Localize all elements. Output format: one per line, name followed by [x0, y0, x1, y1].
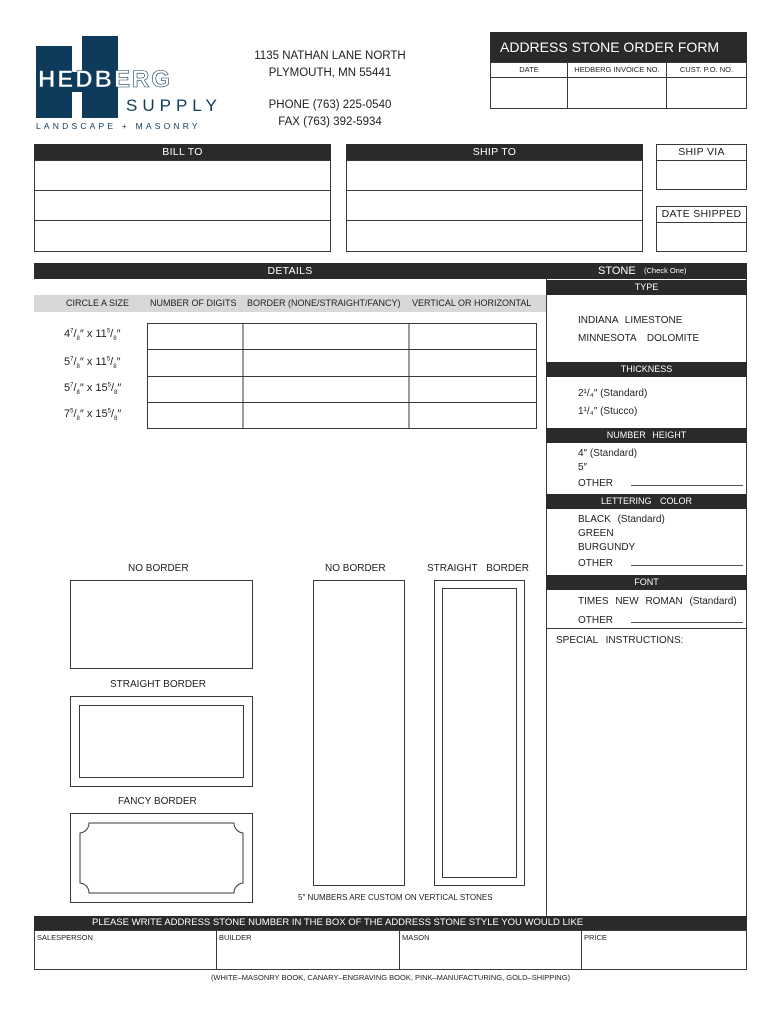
header-fields — [490, 62, 747, 109]
size-num: 5 — [70, 408, 74, 415]
lettering-color-header: LETTERING COLOR — [546, 494, 747, 509]
size-end: ″ — [117, 408, 122, 420]
font-header: FONT — [546, 575, 747, 590]
fancy-border-inner — [71, 814, 252, 902]
size-option-2[interactable]: $5^7/_8''$ x $11^5/_8''$ — [64, 356, 121, 371]
size-end: ″ — [116, 328, 121, 340]
bill-to-line-2[interactable] — [34, 190, 331, 221]
horizontal-fancy-border-box[interactable] — [70, 813, 253, 903]
details-grid-lines — [147, 323, 537, 429]
invoice-header: HEDBERG INVOICE NO. — [568, 63, 666, 78]
font-other[interactable] — [578, 613, 743, 626]
size-option-1[interactable]: $4^7/_8''$ x $11^5/_8''$ — [64, 328, 121, 343]
size-num2: 5 — [107, 408, 111, 415]
height-5[interactable]: 5″ — [578, 462, 588, 473]
font-times-new-roman[interactable]: TIMES NEW ROMAN (Standard) — [578, 596, 737, 607]
address-line-1: 1135 NATHAN LANE NORTH — [254, 50, 406, 62]
thickness-stucco[interactable]: 1¹/₄″ (Stucco) — [578, 406, 638, 417]
size-den: 8 — [76, 364, 80, 371]
size-end: ″ — [116, 356, 121, 368]
thickness-standard[interactable]: 2¹/₄″ (Standard) — [578, 388, 648, 399]
ship-to-header: SHIP TO — [346, 144, 643, 160]
number-height-header: NUMBER HEIGHT — [546, 428, 747, 443]
fax-number: FAX (763) 392-5934 — [278, 116, 382, 128]
special-instructions-field[interactable] — [548, 650, 745, 914]
size-rest: ″ x 15 — [79, 408, 108, 420]
ship-to-line-3[interactable] — [346, 220, 643, 252]
size-num2: 5 — [107, 382, 111, 389]
color-other-line[interactable] — [631, 556, 743, 566]
custom-numbers-note: 5″ NUMBERS ARE CUSTOM ON VERTICAL STONES — [298, 893, 493, 902]
copy-distribution-note: (WHITE–MASONRY BOOK, CANARY–ENGRAVING BOOK, PINK–MANUFACTURING, GOLD–SHIPPING) — [210, 973, 571, 982]
size-rest: ″ x 15 — [79, 382, 108, 394]
size-whole: 5 — [64, 382, 71, 394]
size-whole: 4 — [64, 328, 71, 340]
size-den2: 8 — [114, 416, 118, 423]
details-col-digits: NUMBER OF DIGITS — [150, 298, 237, 308]
vertical-straight-border-box[interactable] — [434, 580, 525, 886]
vertical-straight-border-label: STRAIGHT BORDER — [427, 563, 529, 574]
ship-via-label: SHIP VIA — [657, 145, 746, 161]
height-other[interactable] — [578, 476, 743, 489]
size-den2: 8 — [113, 364, 117, 371]
date-shipped-field[interactable] — [656, 206, 747, 252]
footer-instruction: PLEASE WRITE ADDRESS STONE NUMBER IN THE BOX OF THE ADDRESS STONE STYLE YOU WOULD LIKE — [92, 917, 584, 928]
company-name-overlay — [36, 66, 204, 90]
form-title: ADDRESS STONE ORDER FORM — [500, 39, 720, 55]
horizontal-fancy-border-label: FANCY BORDER — [118, 796, 197, 807]
salesperson-label: SALESPERSON — [37, 933, 93, 942]
stone-header — [546, 263, 747, 279]
color-green[interactable]: GREEN — [578, 528, 614, 539]
bill-to-line-3[interactable] — [34, 220, 331, 252]
date-field[interactable] — [491, 63, 568, 108]
height-other-line[interactable] — [631, 476, 743, 486]
color-black[interactable]: BLACK (Standard) — [578, 514, 665, 525]
horizontal-straight-border-label: STRAIGHT BORDER — [110, 679, 206, 690]
ship-via-field[interactable] — [656, 144, 747, 190]
height-4-standard[interactable]: 4″ (Standard) — [578, 448, 638, 459]
special-instructions-divider — [546, 628, 747, 629]
bill-to-line-1[interactable] — [34, 160, 331, 191]
size-num: 7 — [70, 328, 74, 335]
company-name: HEDBERG — [38, 66, 173, 93]
vertical-straight-border-inner — [442, 588, 517, 878]
date-shipped-label: DATE SHIPPED — [657, 207, 746, 223]
vertical-no-border-label: NO BORDER — [325, 563, 386, 574]
type-header: TYPE — [546, 280, 747, 295]
company-tagline: LANDSCAPE + MASONRY — [36, 121, 201, 131]
company-address — [240, 48, 420, 131]
price-field[interactable] — [582, 931, 746, 969]
size-den: 8 — [76, 336, 80, 343]
font-other-line[interactable] — [631, 613, 743, 623]
stone-check-one: (Check One) — [644, 266, 687, 275]
size-option-3[interactable]: $5^7/_8''$ x $15^5/_8''$ — [64, 382, 122, 397]
size-num: 7 — [70, 382, 74, 389]
mason-field[interactable] — [400, 931, 582, 969]
size-rest: ″ x 11 — [79, 328, 107, 340]
color-other[interactable] — [578, 556, 743, 569]
details-grid — [147, 323, 537, 429]
details-header: DETAILS — [34, 263, 546, 279]
size-whole: 5 — [64, 356, 71, 368]
details-col-border: BORDER (NONE/STRAIGHT/FANCY) — [247, 298, 401, 308]
horizontal-straight-border-box[interactable] — [70, 696, 253, 787]
color-other-label: OTHER — [578, 558, 613, 569]
size-rest: ″ x 11 — [79, 356, 107, 368]
horizontal-no-border-box[interactable] — [70, 580, 253, 669]
phone-number: PHONE (763) 225-0540 — [268, 99, 392, 111]
bill-to-header: BILL TO — [34, 144, 331, 160]
footer-instruction-bar — [34, 916, 747, 930]
builder-label: BUILDER — [219, 933, 252, 942]
size-den: 8 — [76, 416, 80, 423]
size-whole: 7 — [64, 408, 71, 420]
font-other-label: OTHER — [578, 615, 613, 626]
details-col-orientation: VERTICAL OR HORIZONTAL — [412, 298, 532, 308]
po-number-field[interactable] — [667, 63, 746, 108]
vertical-no-border-box[interactable] — [313, 580, 405, 886]
ship-to-line-2[interactable] — [346, 190, 643, 221]
size-den2: 8 — [114, 390, 118, 397]
type-minnesota-dolomite[interactable]: MINNESOTA DOLOMITE — [578, 333, 700, 344]
builder-field[interactable] — [217, 931, 400, 969]
details-col-size: CIRCLE A SIZE — [66, 298, 130, 308]
horizontal-no-border-label: NO BORDER — [128, 563, 189, 574]
salesperson-field[interactable] — [35, 931, 217, 969]
size-den2: 8 — [113, 336, 117, 343]
po-header: CUST. P.O. NO. — [667, 63, 746, 78]
size-num2: 5 — [106, 356, 111, 363]
invoice-number-field[interactable] — [568, 63, 667, 108]
company-supply: SUPPLY — [126, 96, 222, 115]
address-line-2: PLYMOUTH, MN 55441 — [268, 67, 392, 79]
type-indiana-limestone[interactable]: INDIANA LIMESTONE — [578, 315, 683, 326]
special-instructions-label: SPECIAL INSTRUCTIONS: — [556, 635, 684, 646]
ship-to-line-1[interactable] — [346, 160, 643, 191]
thickness-header: THICKNESS — [546, 362, 747, 377]
height-other-label: OTHER — [578, 478, 613, 489]
form-title-bar — [490, 32, 747, 62]
size-den: 8 — [76, 390, 80, 397]
mason-label: MASON — [402, 933, 430, 942]
stone-label: STONE — [598, 265, 636, 277]
date-header: DATE — [491, 63, 567, 78]
straight-border-inner — [79, 705, 244, 778]
footer-fields — [34, 930, 747, 970]
size-end: ″ — [117, 382, 122, 394]
size-num2: 5 — [106, 328, 111, 335]
price-label: PRICE — [584, 933, 607, 942]
color-burgundy[interactable]: BURGUNDY — [578, 542, 636, 553]
size-num: 7 — [70, 356, 74, 363]
size-option-4[interactable]: $7^5/_8''$ x $15^5/_8''$ — [64, 408, 122, 423]
